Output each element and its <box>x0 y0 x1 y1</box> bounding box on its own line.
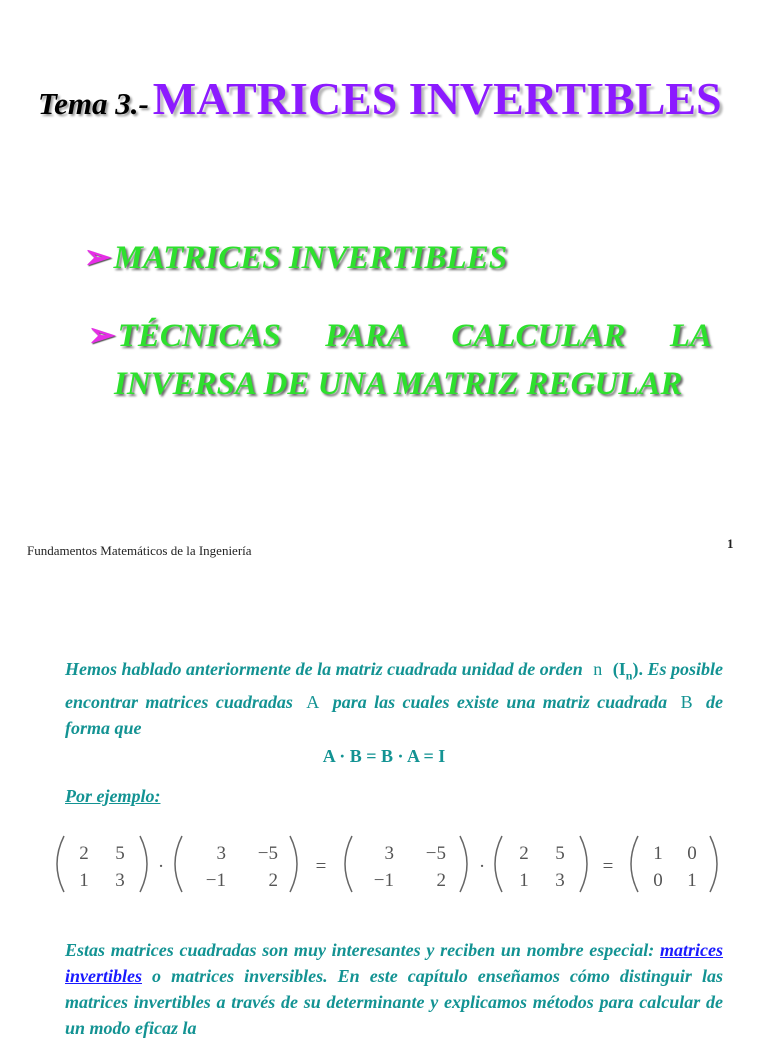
m2-cell: −5 <box>257 843 278 864</box>
equals-sign: = <box>602 856 614 877</box>
bullet-tecnicas <box>88 315 712 355</box>
equation: A · B = B · A = I <box>322 746 446 766</box>
bullet-matrices-invertibles <box>84 237 507 277</box>
title-main: MATRICES INVERTIBLES <box>152 73 722 124</box>
m4-cell: 3 <box>555 870 565 891</box>
m5-cell: 0 <box>653 870 663 891</box>
bullet-2-line-1: TÉCNICAS PARA CALCULAR LA <box>117 318 712 354</box>
matrix-product-equation <box>50 832 730 896</box>
dot-operator: · <box>157 856 165 877</box>
matrix-3 <box>345 836 467 892</box>
paragraph-intro <box>65 656 723 741</box>
matrix-1 <box>57 836 147 892</box>
m1-cell: 3 <box>115 870 125 891</box>
bullet-1-text: MATRICES INVERTIBLES <box>113 240 508 276</box>
page-number: 1 <box>727 536 734 551</box>
m5-cell: 1 <box>687 870 697 891</box>
p1-text-a: Hemos hablado anteriormente de la matriz cuadrada unidad de orden <box>65 659 583 679</box>
m2-cell: 3 <box>216 843 226 864</box>
m3-cell: −1 <box>373 870 394 891</box>
m1-cell: 2 <box>79 843 89 864</box>
m1-cell: 5 <box>115 843 125 864</box>
m2-cell: 2 <box>268 870 278 891</box>
m5-cell: 0 <box>687 843 697 864</box>
m4-cell: 2 <box>519 843 529 864</box>
var-n: n <box>593 659 603 679</box>
in-close: ). <box>632 659 643 679</box>
m4-cell: 5 <box>555 843 565 864</box>
footer-text: Fundamentos Matemáticos de la Ingeniería <box>27 543 252 558</box>
m3-cell: 2 <box>436 870 446 891</box>
example-label: Por ejemplo: <box>65 786 161 806</box>
m5-cell: 1 <box>653 843 663 864</box>
var-A: A <box>306 691 320 712</box>
bullet-tecnicas-line-2: INVERSA DE UNA MATRIZ REGULAR <box>114 366 683 402</box>
p1-text-e: de forma que <box>65 691 724 738</box>
matrix-2 <box>175 836 297 892</box>
p2-text-b: o matrices inversibles. En este capítulo enseñamos cómo distinguir las matrices invertibles a través de su determinante y explicamos métodos para calcular de un modo eficaz la <box>65 966 723 1038</box>
dot-operator: · <box>478 856 486 877</box>
arrow-bullet-icon: ➢ <box>88 318 116 354</box>
p1-text-c: Es posible encontrar matrices cuadradas <box>65 659 724 712</box>
in-open: (I <box>612 659 626 679</box>
matrix-4 <box>495 836 587 892</box>
var-in <box>612 659 643 683</box>
m3-cell: −5 <box>425 843 446 864</box>
slide-title <box>38 72 722 125</box>
paragraph-invertibles <box>65 937 723 1041</box>
matrices-invertibles-link[interactable]: matrices invertibles <box>65 940 724 986</box>
p2-text-a: Estas matrices cuadradas son muy interesantes y reciben un nombre especial: <box>65 940 655 960</box>
title-prefix: Tema 3.- <box>38 86 149 121</box>
m1-cell: 1 <box>79 870 89 891</box>
m3-cell: 3 <box>384 843 394 864</box>
var-B: B <box>680 691 693 712</box>
in-sub: n <box>625 668 633 683</box>
equals-sign: = <box>315 856 327 877</box>
matrix-5-identity <box>631 836 717 892</box>
m2-cell: −1 <box>205 870 226 891</box>
arrow-bullet-icon: ➢ <box>84 240 112 276</box>
m4-cell: 1 <box>519 870 529 891</box>
p1-text-d: para las cuales existe una matriz cuadrada <box>332 691 668 712</box>
